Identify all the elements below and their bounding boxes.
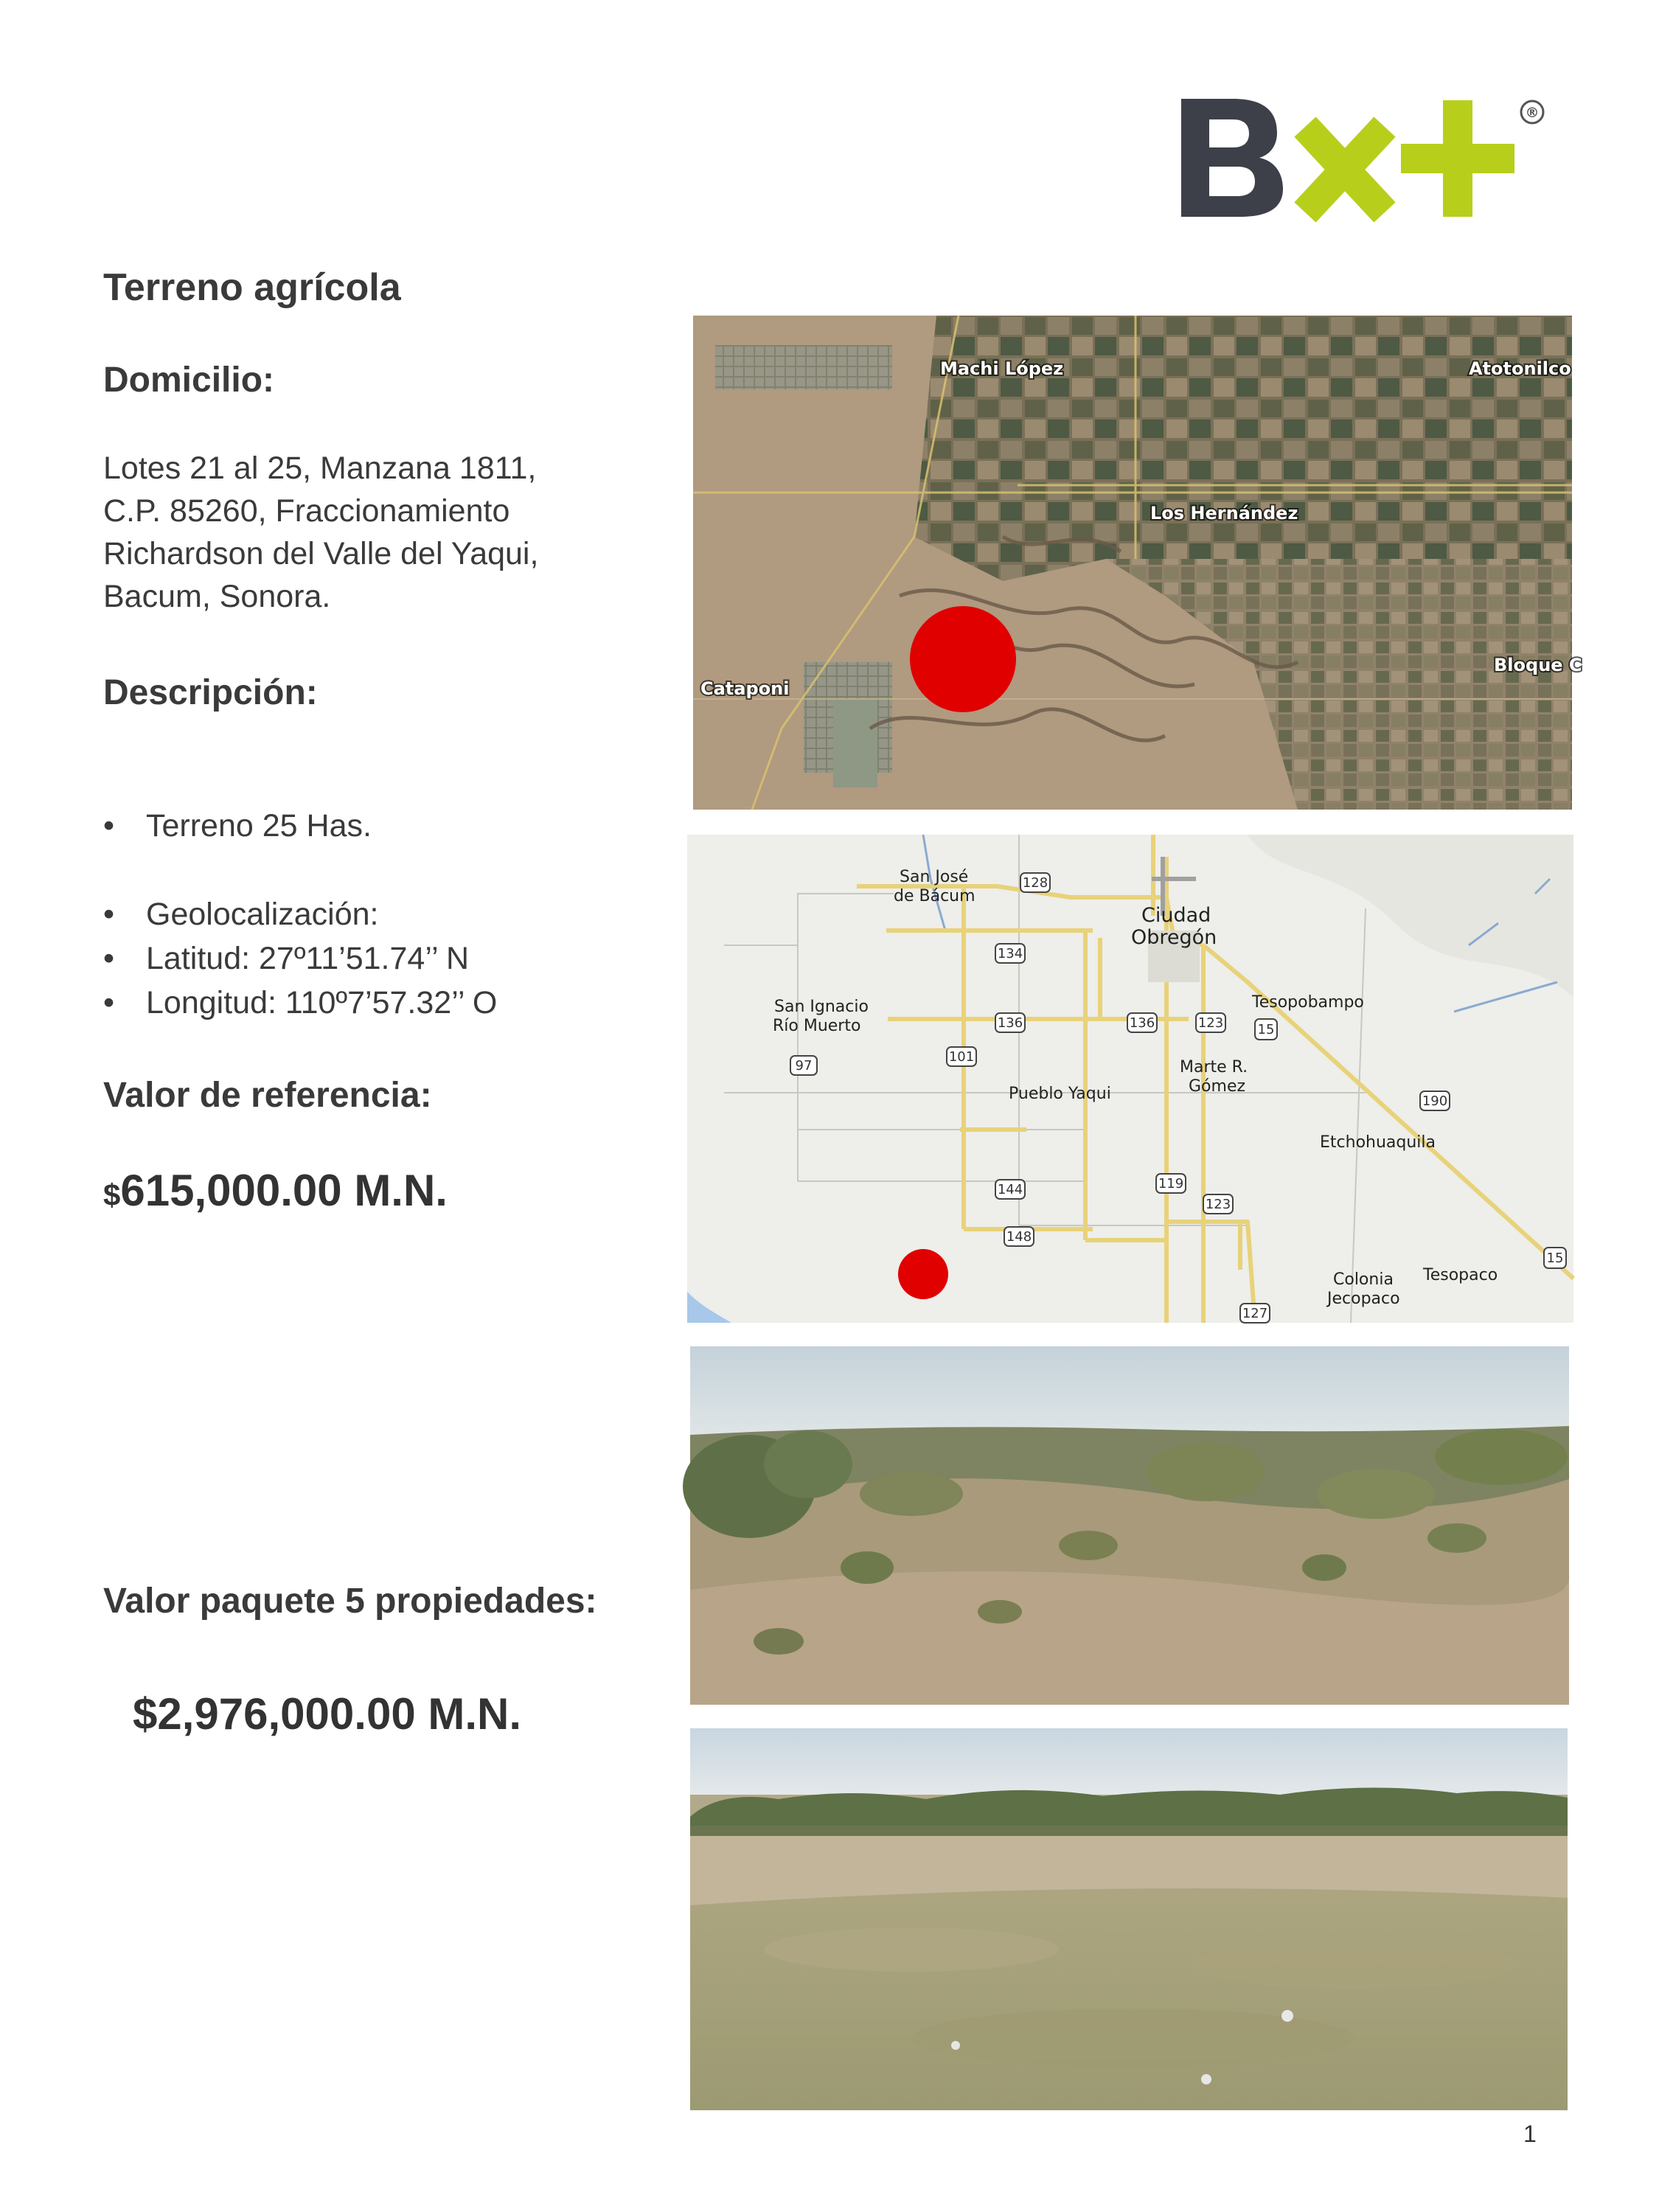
town-label: Río Muerto (773, 1017, 861, 1035)
town-label: Gómez (1189, 1077, 1246, 1096)
land-photo (690, 1346, 1569, 1705)
route-shield: 15 (1257, 1022, 1275, 1037)
route-shield: 15 (1546, 1251, 1564, 1266)
package-value-heading: Valor paquete 5 propiedades: (103, 1582, 597, 1621)
route-shield: 123 (1205, 1197, 1231, 1212)
route-shield: 190 (1422, 1093, 1448, 1109)
town-label: San Ignacio (774, 998, 869, 1016)
list-item: • Latitud: 27º11’51.74’’ N (103, 936, 497, 981)
town-label: Marte R. (1180, 1058, 1248, 1077)
brand-logo (1180, 88, 1548, 221)
address-block (103, 447, 538, 618)
list-item: • Terreno 25 Has. (103, 804, 497, 848)
address-line: Richardson del Valle del Yaqui, (103, 536, 539, 571)
town-label: de Bácum (894, 887, 975, 905)
description-list (103, 804, 497, 1025)
map-label: Cataponi (700, 678, 790, 699)
route-shield: 128 (1022, 875, 1048, 891)
town-label: Tesopobampo (1252, 993, 1364, 1012)
town-label: Obregón (1131, 926, 1217, 949)
town-label: Colonia (1333, 1270, 1394, 1289)
land-photo (690, 1728, 1568, 2110)
town-label: Ciudad (1141, 904, 1211, 927)
list-item: • Longitud: 110º7’57.32’’ O (103, 981, 497, 1025)
map-label: Machi López (940, 358, 1064, 379)
address-line: C.P. 85260, Fraccionamiento (103, 493, 510, 529)
address-line: Lotes 21 al 25, Manzana 1811, (103, 451, 537, 486)
town-label: San José (900, 868, 969, 886)
page-title: Terreno agrícola (103, 266, 401, 309)
route-shield: 127 (1242, 1306, 1268, 1321)
map-label: Atotonilco (1469, 358, 1571, 379)
town-label: Tesopaco (1423, 1266, 1498, 1284)
route-shield: 119 (1158, 1176, 1184, 1192)
registered-mark: ® (1525, 105, 1540, 121)
currency-symbol: $ (103, 1178, 121, 1212)
town-label: Pueblo Yaqui (1009, 1085, 1111, 1103)
route-shield: 134 (997, 946, 1023, 961)
route-shield: 136 (997, 1015, 1023, 1031)
list-item: • Geolocalización: (103, 892, 497, 936)
route-shield: 123 (1197, 1015, 1224, 1031)
description-heading: Descripción: (103, 673, 318, 712)
map-label: Los Hernández (1150, 503, 1298, 524)
page-number: 1 (1523, 2121, 1537, 2147)
route-shield: 97 (795, 1058, 813, 1074)
route-shield: 101 (948, 1049, 975, 1065)
satellite-map (693, 316, 1582, 810)
reference-price-value: 615,000.00 M.N. (120, 1166, 448, 1215)
address-line: Bacum, Sonora. (103, 579, 331, 614)
location-marker (898, 1249, 948, 1299)
route-shield: 148 (1006, 1229, 1032, 1245)
road-map (687, 835, 1573, 1323)
route-shield: 144 (997, 1182, 1023, 1197)
town-label: Etchohuaquila (1320, 1133, 1436, 1152)
package-price: $2,976,000.00 M.N. (133, 1689, 522, 1739)
reference-price (103, 1165, 448, 1216)
address-heading: Domicilio: (103, 361, 275, 400)
reference-value-heading: Valor de referencia: (103, 1076, 432, 1115)
location-marker (910, 606, 1016, 712)
town-label: Jecopaco (1327, 1290, 1400, 1308)
map-label: Bloque C (1494, 655, 1582, 675)
route-shield: 136 (1129, 1015, 1155, 1031)
